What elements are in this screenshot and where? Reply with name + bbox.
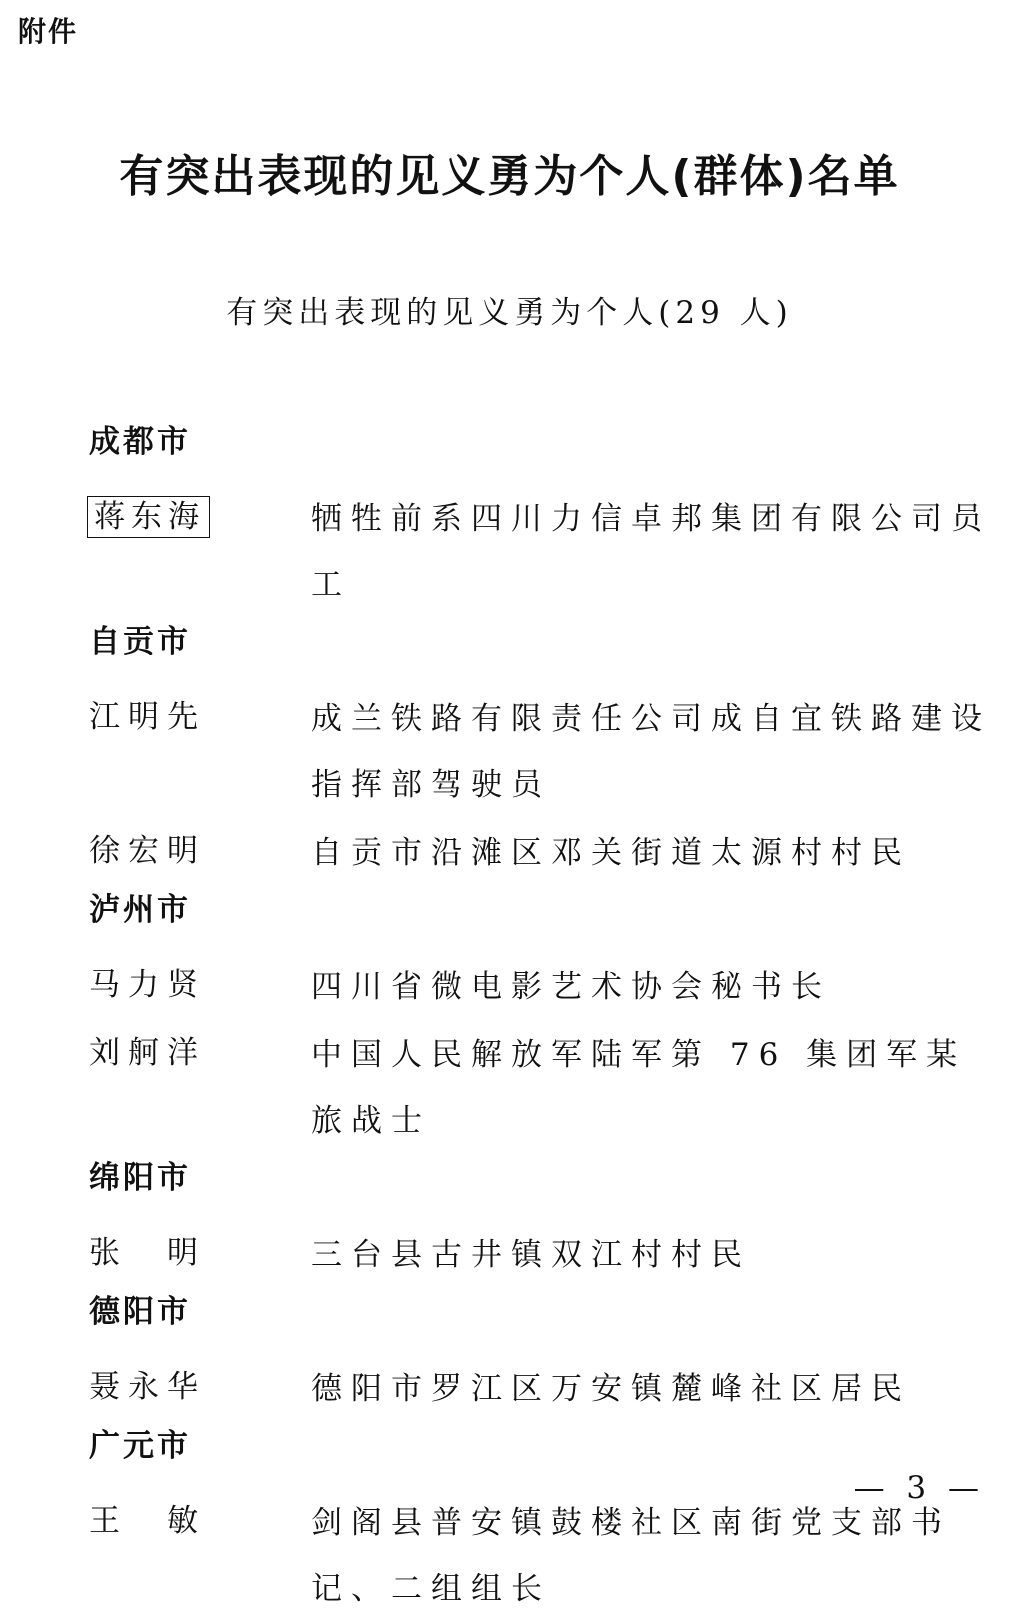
city-heading: 成都市: [89, 424, 191, 460]
person-name: 徐宏明: [89, 833, 206, 869]
person-description: 中国人民解放军陆军第 76 集团军某旅战士: [311, 1037, 967, 1139]
page-number: — 3 —: [853, 1470, 985, 1506]
city-heading: 绵阳市: [89, 1160, 191, 1196]
person-description: 剑阁县普安镇鼓楼社区南街党支部书记、二组组长: [311, 1505, 951, 1607]
list-item: [89, 818, 1004, 886]
list-item: [89, 1488, 1004, 1622]
selected-name-box[interactable]: 蒋东海: [87, 496, 210, 538]
person-name: 江明先: [89, 699, 206, 735]
person-name: 刘舸洋: [89, 1035, 206, 1071]
document-title: 有突出表现的见义勇为个人(群体)名单: [119, 151, 900, 202]
list-item: [89, 684, 1004, 818]
person-name: 张 明: [89, 1235, 206, 1271]
city-heading: 德阳市: [89, 1294, 191, 1330]
list-item: [89, 1220, 1004, 1288]
person-name: 聂永华: [89, 1369, 206, 1405]
list-item: [89, 952, 1004, 1020]
person-description: 四川省微电影艺术协会秘书长: [311, 969, 831, 1005]
person-description: 牺牲前系四川力信卓邦集团有限公司员工: [311, 501, 991, 603]
city-heading: 自贡市: [89, 624, 191, 660]
person-description: 自贡市沿滩区邓关街道太源村村民: [311, 835, 911, 871]
list-item: [89, 1020, 1004, 1154]
honoree-list: [89, 418, 1004, 1622]
person-description: 德阳市罗江区万安镇麓峰社区居民: [311, 1371, 911, 1407]
person-name: 王 敏: [89, 1503, 206, 1539]
person-description: 三台县古井镇双江村村民: [311, 1237, 751, 1273]
section-subtitle: 有突出表现的见义勇为个人(29 人): [226, 295, 793, 331]
person-description: 成兰铁路有限责任公司成自宜铁路建设指挥部驾驶员: [311, 701, 991, 803]
city-heading: 广元市: [89, 1428, 191, 1464]
list-item: [89, 1354, 1004, 1422]
attachment-label: 附件: [18, 15, 79, 48]
person-name: [89, 484, 311, 550]
city-heading: 泸州市: [89, 892, 191, 928]
list-item: [89, 484, 1004, 618]
person-name: 马力贤: [89, 967, 206, 1003]
